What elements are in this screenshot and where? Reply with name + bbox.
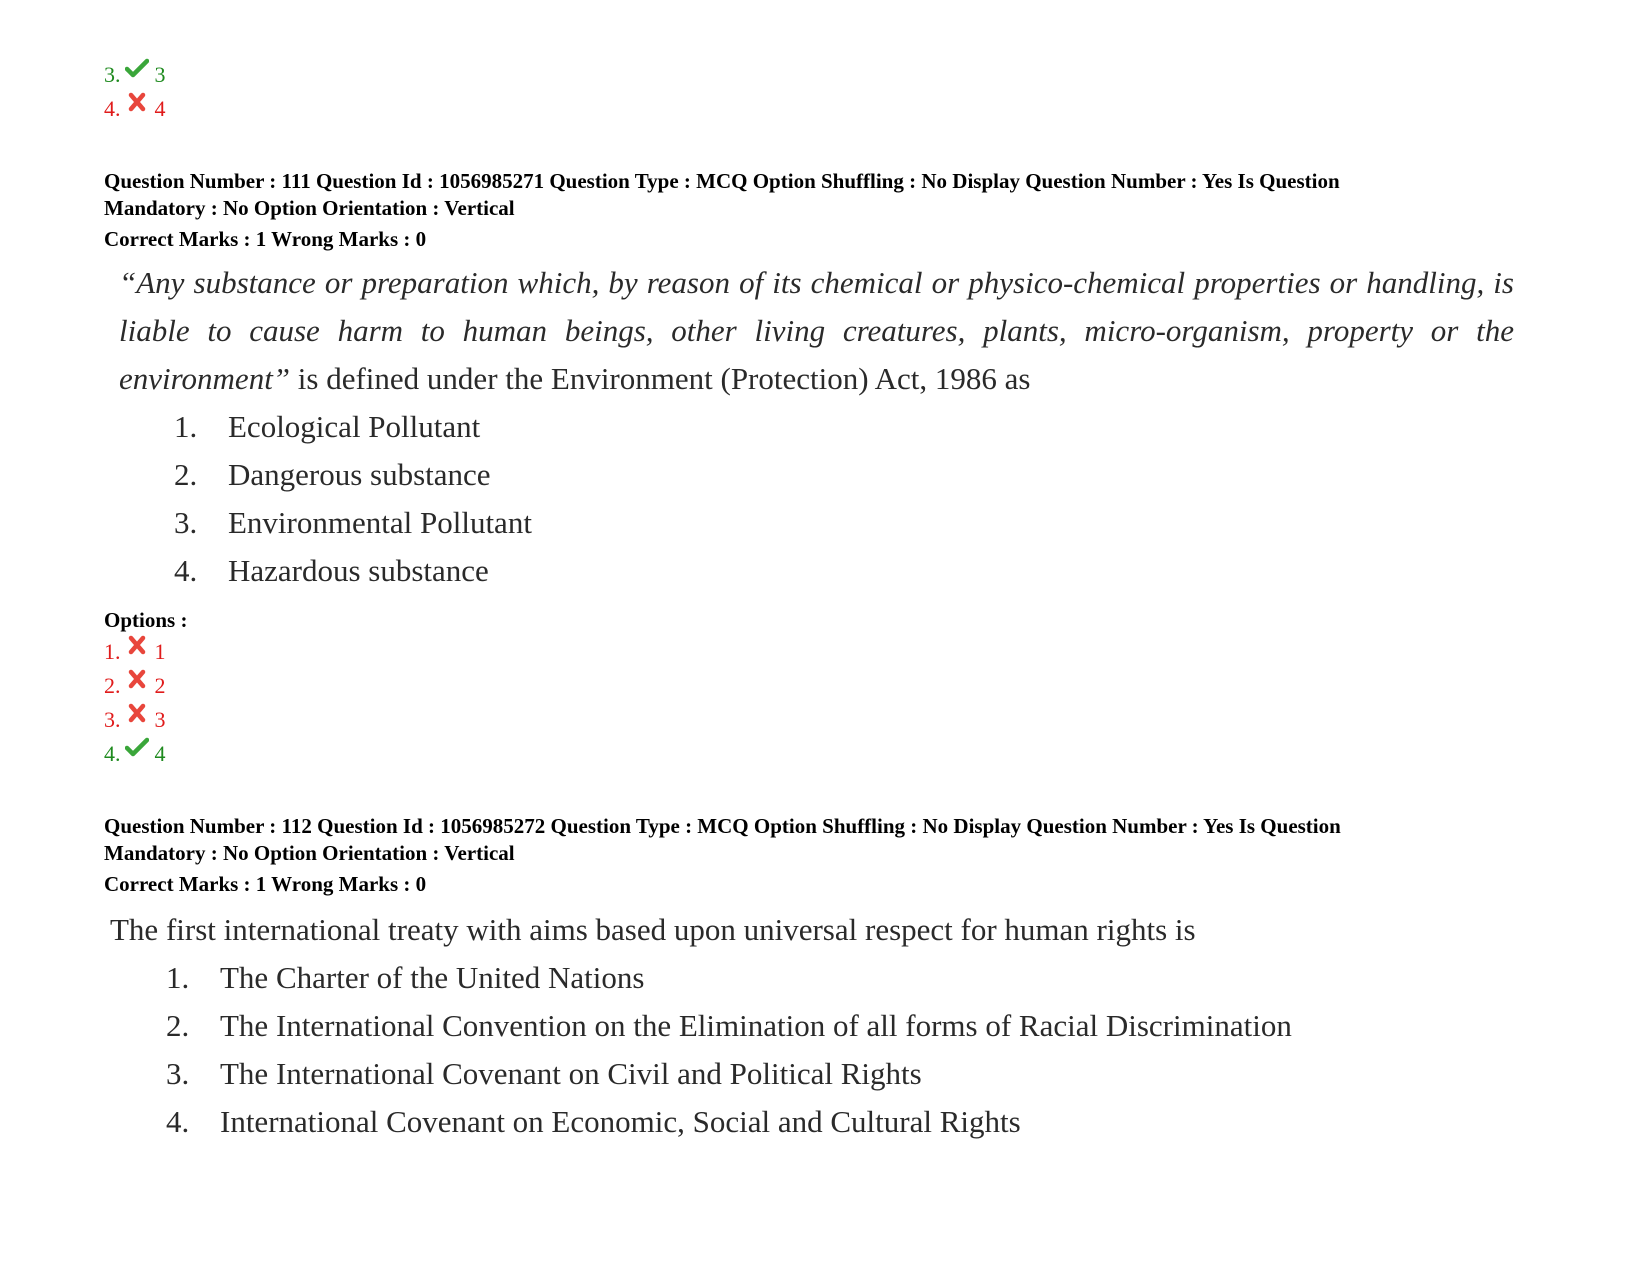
question-stem-text: is defined under the Environment (Protection) Act, 1986 as [290, 361, 1031, 396]
choice-text: International Covenant on Economic, Social and Cultural Rights [220, 1104, 1021, 1139]
question-marks: Correct Marks : 1 Wrong Marks : 0 [104, 872, 427, 896]
choice-text: Ecological Pollutant [228, 409, 481, 444]
cross-icon [125, 669, 149, 691]
option-row [104, 703, 1524, 737]
choice-text: The International Convention on the Elimination of all forms of Racial Discrimination [220, 1008, 1292, 1043]
question-meta-111 [104, 168, 1524, 253]
choice-text: Dangerous substance [228, 457, 491, 492]
choice-text: Environmental Pollutant [228, 505, 532, 540]
option-value: 1 [154, 639, 166, 664]
check-icon [125, 737, 149, 759]
question-meta-line: Mandatory : No Option Orientation : Vertical [104, 196, 515, 220]
choice-item [166, 1050, 1524, 1098]
choice-number: 2. [174, 457, 198, 492]
choice-item [166, 1098, 1524, 1146]
choice-item [174, 403, 1524, 451]
choice-item [174, 499, 1524, 547]
choice-item [166, 954, 1524, 1002]
cross-icon [125, 703, 149, 725]
check-icon [125, 58, 149, 80]
question-meta-112 [104, 813, 1524, 898]
choice-number: 1. [174, 409, 198, 444]
option-number: 1. [104, 639, 121, 664]
choice-text: Hazardous substance [228, 553, 489, 588]
choice-number: 3. [174, 505, 198, 540]
question-meta-line: Question Number : 112 Question Id : 1056985272 Question Type : MCQ Option Shuffling : No Display Question Number : Yes Is Question [104, 814, 1341, 838]
option-number: 3. [104, 62, 121, 87]
question-meta-line: Mandatory : No Option Orientation : Vertical [104, 841, 515, 865]
question-meta-line: Question Number : 111 Question Id : 1056985271 Question Type : MCQ Option Shuffling : No Display Question Number : Yes Is Question [104, 169, 1340, 193]
prev-options-list [104, 58, 1524, 126]
choice-number: 4. [174, 553, 198, 588]
options-label: Options : [104, 608, 188, 632]
choice-item [174, 547, 1524, 595]
option-row [104, 737, 1524, 771]
option-row [104, 635, 1524, 669]
choice-number: 2. [166, 1008, 190, 1043]
option-value: 2 [154, 673, 166, 698]
option-value: 4 [154, 741, 166, 766]
choice-text: The Charter of the United Nations [220, 960, 645, 995]
option-value: 4 [154, 96, 166, 121]
option-number: 4. [104, 741, 121, 766]
question-stem-quote: “Any substance or preparation which, by reason of its chemical or physico-chemical properties or handling, is liable to cause harm to human beings, other living creatures, plants, micro-organism, property or the environment” [119, 265, 1514, 396]
options-list-111 [104, 635, 1524, 771]
question-choices-112 [104, 954, 1524, 1146]
choice-item [166, 1002, 1524, 1050]
question-paper-page [104, 58, 1524, 1146]
choice-number: 3. [166, 1056, 190, 1091]
question-choices-111 [104, 403, 1524, 595]
option-value: 3 [154, 707, 166, 732]
option-number: 4. [104, 96, 121, 121]
option-value: 3 [154, 62, 166, 87]
choice-number: 4. [166, 1104, 190, 1139]
choice-text: The International Covenant on Civil and Political Rights [220, 1056, 922, 1091]
cross-icon [125, 92, 149, 114]
choice-item [174, 451, 1524, 499]
question-stem-112: The first international treaty with aims based upon universal respect for human rights is [110, 912, 1196, 947]
option-row [104, 669, 1524, 703]
cross-icon [125, 635, 149, 657]
question-marks: Correct Marks : 1 Wrong Marks : 0 [104, 227, 427, 251]
question-stem-111 [104, 259, 1514, 403]
option-number: 2. [104, 673, 121, 698]
choice-number: 1. [166, 960, 190, 995]
option-row [104, 92, 1524, 126]
option-number: 3. [104, 707, 121, 732]
option-row [104, 58, 1524, 92]
